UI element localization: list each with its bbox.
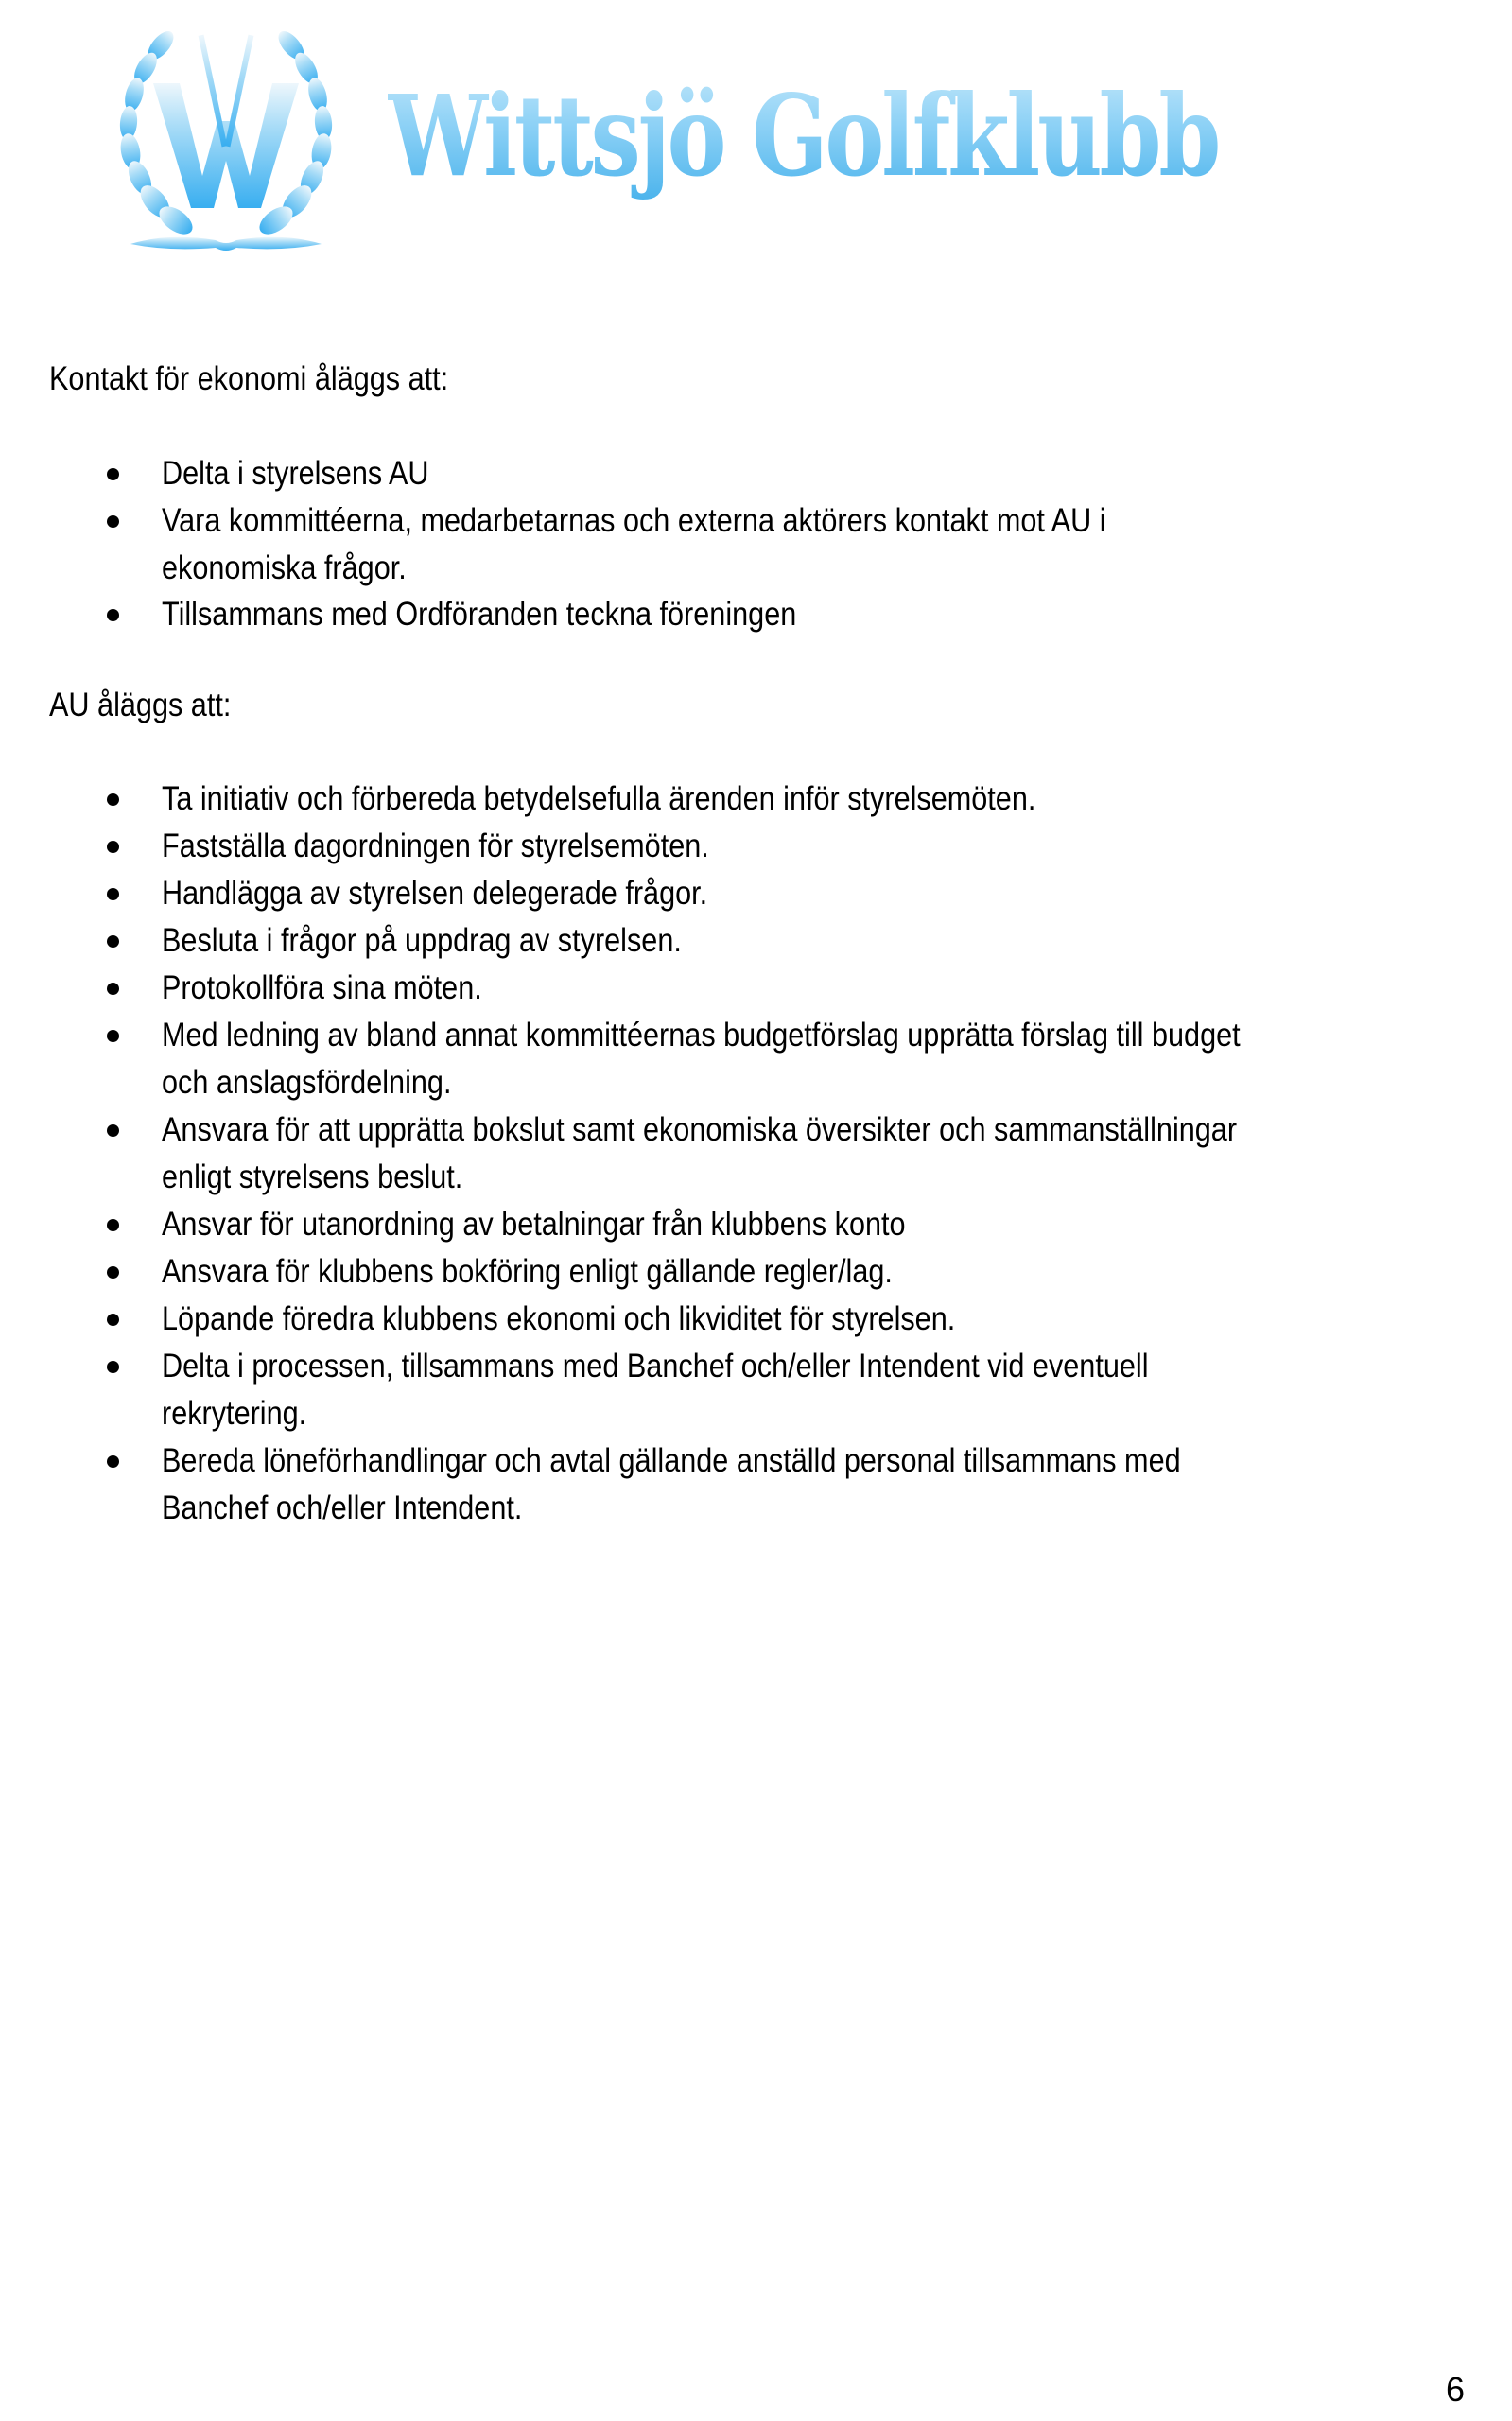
emblem-letter-k: K <box>242 88 265 121</box>
list-item: Delta i styrelsens AU <box>162 455 429 492</box>
bullet-icon <box>107 1361 119 1373</box>
bullet-icon <box>107 515 119 528</box>
bullet-icon <box>107 468 119 480</box>
list-item: Fastställa dagordningen för styrelsemöten. <box>162 827 709 864</box>
list-item: Bereda löneförhandlingar och avtal gällande anställd personal tillsammans med <box>162 1442 1181 1479</box>
bullet-icon <box>107 1455 119 1468</box>
section-heading: AU åläggs att: <box>49 687 232 723</box>
list-item: Vara kommittéerna, medarbetarnas och externa aktörers kontakt mot AU i <box>162 502 1106 539</box>
list-item: Protokollföra sina möten. <box>162 969 482 1006</box>
section-heading: Kontakt för ekonomi åläggs att: <box>49 360 449 397</box>
bullet-icon <box>107 1314 119 1326</box>
bullet-icon <box>107 1030 119 1042</box>
bullet-icon <box>107 841 119 853</box>
list-item: Besluta i frågor på uppdrag av styrelsen. <box>162 922 682 959</box>
bullet-icon <box>107 888 119 900</box>
wreath-emblem-icon <box>112 8 340 257</box>
bullet-icon <box>107 1219 119 1231</box>
list-item: Tillsammans med Ordföranden teckna föreningen <box>162 596 797 633</box>
list-item-continuation: och anslagsfördelning. <box>162 1064 452 1101</box>
bullet-icon <box>107 793 119 806</box>
emblem-letter-g: G <box>188 88 213 121</box>
list-item: Delta i processen, tillsammans med Banchef och/eller Intendent vid eventuell <box>162 1348 1149 1385</box>
page-number: 6 <box>1446 2370 1466 2409</box>
list-item: Ta initiativ och förbereda betydelsefulla ärenden inför styrelsemöten. <box>162 780 1036 817</box>
club-logo <box>0 0 1219 274</box>
list-item-continuation: enligt styrelsens beslut. <box>162 1158 463 1195</box>
list-item-continuation: rekrytering. <box>162 1395 307 1432</box>
list-item: Ansvar för utanordning av betalningar från klubbens konto <box>162 1206 906 1243</box>
bullet-icon <box>107 935 119 948</box>
bullet-icon <box>107 983 119 995</box>
club-name: Wittsjö Golfklubb <box>388 70 1219 201</box>
list-item: Löpande föredra klubbens ekonomi och likviditet för styrelsen. <box>162 1300 956 1337</box>
list-item-continuation: Banchef och/eller Intendent. <box>162 1489 523 1526</box>
list-item: Ansvara för att upprätta bokslut samt ekonomiska översikter och sammanställningar <box>162 1111 1238 1148</box>
bullet-icon <box>107 609 119 621</box>
bullet-icon <box>107 1266 119 1279</box>
bullet-icon <box>107 1124 119 1137</box>
list-item: Ansvara för klubbens bokföring enligt gällande regler/lag. <box>162 1253 893 1290</box>
list-item-continuation: ekonomiska frågor. <box>162 549 407 586</box>
list-item: Med ledning av bland annat kommittéernas budgetförslag upprätta förslag till budget <box>162 1017 1241 1054</box>
list-item: Handlägga av styrelsen delegerade frågor. <box>162 875 708 912</box>
